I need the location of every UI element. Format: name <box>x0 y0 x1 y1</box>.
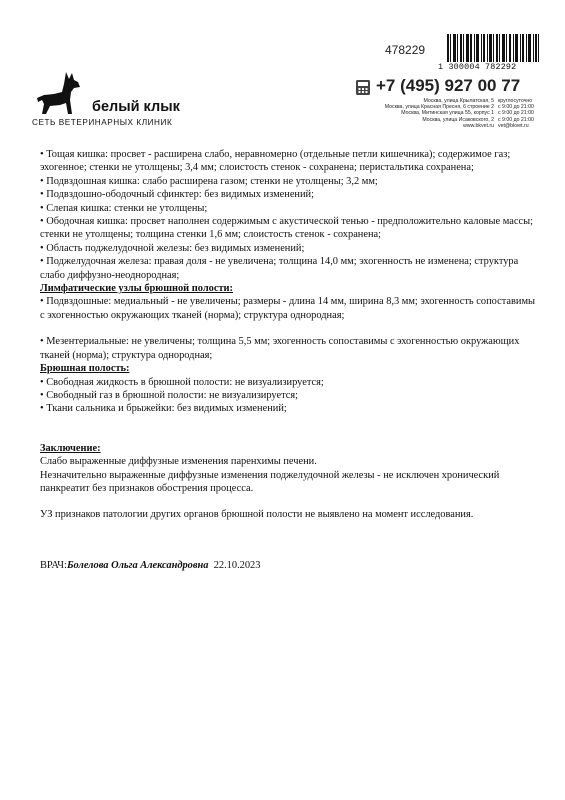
abdomen-heading: Брюшная полость: <box>40 363 130 375</box>
finding-iliac-nodes: • Подвздошные: медиальный - не увеличены; размеры - длина 14 мм, ширина 8,3 мм; эхогенность сопоставимы с эхогенностью окружающих тканей (норма); структура однородная; <box>40 296 535 321</box>
spacer <box>40 495 540 508</box>
clinic-logo <box>30 70 180 134</box>
doctor-label: ВРАЧ: <box>40 560 67 571</box>
finding-omentum: • Ткани сальника и брыжейки: без видимых изменений; <box>40 403 287 415</box>
address-text: Москва, улица Красная Пресня, 6 строение 2 <box>384 104 494 111</box>
finding-free-gas: • Свободный газ в брюшной полости: не визуализируется; <box>40 389 299 401</box>
lymph-nodes-heading: Лимфатические узлы брюшной полости: <box>40 283 234 295</box>
address-text: Москва, улица Исаковского, 2 <box>422 116 494 123</box>
contact-block <box>352 76 542 136</box>
conclusion-pancreas: Незначительно выраженные диффузные изменения поджелудочной железы - не исключен хронический панкреатит без признаков обострения процесса. <box>40 469 500 494</box>
letterhead <box>0 0 565 140</box>
opening-hours: круглосуточно <box>498 98 533 104</box>
finding-pancreas-area: • Область поджелудочной железы: без видимых изменений; <box>40 242 305 254</box>
opening-hours: с 9:00 до 21:00 <box>498 116 534 123</box>
phone-icon <box>356 78 372 96</box>
opening-hours: с 9:00 до 21:00 <box>498 110 534 117</box>
finding-colon: • Ободочная кишка: просвет наполнен содержимым с акустической тенью - предположительно каловые массы; стенки не утолщены; толщина стенки 1,6 мм; слоистость стенок - сохранена; <box>40 216 533 241</box>
conclusion-summary: УЗ признаков патологии других органов брюшной полости не выявлено на момент исследования. <box>40 509 474 521</box>
website: www.bkvet.ru <box>463 122 494 129</box>
report-body <box>40 148 540 522</box>
phone-number: +7 (495) 927 00 77 <box>376 76 521 95</box>
conclusion-heading: Заключение: <box>40 442 101 454</box>
address-text: Москва, Митинская улица 55, корпус 1 <box>401 110 494 117</box>
email: vet@bkvet.ru <box>498 122 529 129</box>
dog-silhouette-logo-icon <box>36 70 86 118</box>
clinic-addresses <box>352 98 542 129</box>
brand-tagline: СЕТЬ ВЕТЕРИНАРНЫХ КЛИНИК <box>32 118 173 127</box>
barcode <box>447 34 539 62</box>
conclusion-liver: Слабо выраженные диффузные изменения паренхимы печени. <box>40 456 317 468</box>
finding-pancreas: • Поджелудочная железа: правая доля - не увеличена; толщина 14,0 мм; эхогенность не изменена; структура слабо диффузно-неоднородная; <box>40 256 519 281</box>
opening-hours: с 9:00 до 21:00 <box>498 104 534 111</box>
brand-name: белый клык <box>92 99 180 115</box>
report-date: 22.10.2023 <box>213 560 261 571</box>
barcode-digits: 1 300004 782292 <box>438 62 517 72</box>
document-number: 478229 <box>385 43 426 57</box>
finding-cecum: • Слепая кишка: стенки не утолщены; <box>40 202 208 214</box>
finding-jejunum: • Тощая кишка: просвет - расширена слабо, неравномерно (отдельные петли кишечника); содержимое газ; эхогенное; стенки не утолщены; 3,4 мм; слоистость стенок - сохранена; перистальтика сохранена; <box>40 149 511 174</box>
doctor-name: Болелова Ольга Александровна <box>66 560 209 571</box>
finding-mesenteric-nodes: • Мезентериальные: не увеличены; толщина 5,5 мм; эхогенность сопоставимы с эхогенностью окружающих тканей (норма); структура однородная; <box>40 336 520 361</box>
spacer <box>40 416 540 442</box>
finding-free-fluid: • Свободная жидкость в брюшной полости: не визуализируется; <box>40 376 324 388</box>
address-text: Москва, улица Крылатская, 5 <box>423 98 494 104</box>
address-row <box>352 123 542 129</box>
signature-line <box>40 560 260 571</box>
finding-ileum: • Подвздошная кишка: слабо расширена газом; стенки не утолщены; 3,2 мм; <box>40 175 378 187</box>
finding-ileocolic-sphincter: • Подвздошно-ободочный сфинктер: без видимых изменений; <box>40 189 314 201</box>
spacer <box>40 322 540 335</box>
